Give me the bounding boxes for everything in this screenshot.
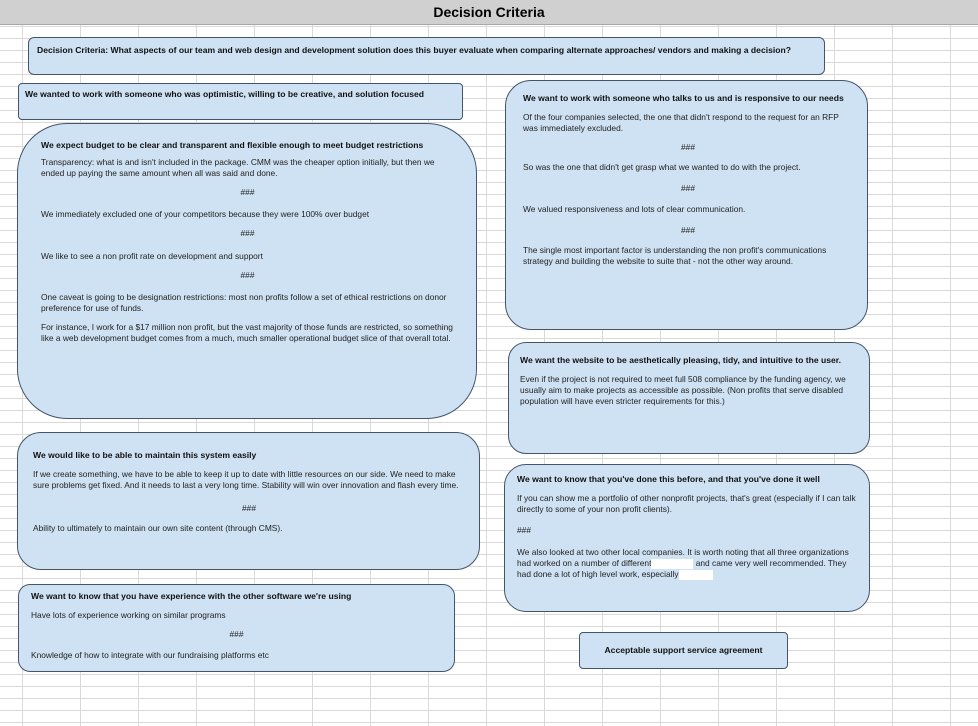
responsive-grasp-text: So was the one that didn't get grasp what we wanted to do with the project. (523, 162, 801, 173)
maintain-cms-text: Ability to ultimately to maintain our own site content (through CMS). (33, 523, 283, 534)
optimistic-box (18, 83, 463, 120)
sheet-title: Decision Criteria (0, 0, 978, 25)
separator: ### (681, 183, 695, 193)
support-text: Acceptable support service agreement (604, 645, 763, 655)
budget-box (17, 123, 477, 419)
responsive-strategy-text: The single most important factor is understanding the non profit's communications strategy and building the website to suite that - not the other way around. (523, 245, 827, 266)
software-box (18, 584, 455, 672)
separator: ### (229, 628, 244, 639)
done-before-portfolio-text: If you can show me a portfolio of other nonprofit projects, that's great (especially if I can talk directly to some of your non profit clients). (517, 493, 856, 514)
separator: ### (681, 224, 695, 235)
budget-caveat-text: One caveat is going to be designation restrictions: most non profits follow a set of ethical restrictions on donor preference for use of funds. (41, 292, 447, 313)
intro-text: Decision Criteria: What aspects of our team and web design and development solution does this buyer evaluate when comparing alternate approaches/ vendors and making a decision? (37, 45, 792, 55)
responsive-communication-text: We valued responsiveness and lots of clear communication. (523, 203, 746, 214)
budget-excluded-text: We immediately excluded one of your competitors because they were 100% over budget (41, 209, 370, 220)
redaction-mask (651, 559, 693, 569)
separator: ### (240, 269, 255, 280)
done-before-local-text-a: We also looked at two other local companies. It is worth noting that all three organizations had worked on a number of different (517, 547, 849, 568)
responsive-heading: We want to work with someone who talks to us and is responsive to our needs (523, 93, 844, 103)
optimistic-text: We wanted to work with someone who was optimistic, willing to be creative, and solution focused (25, 89, 425, 99)
responsive-box (505, 80, 868, 330)
maintain-box (17, 432, 480, 570)
maintain-heading: We would like to be able to maintain this system easily (33, 450, 257, 460)
software-experience-text: Have lots of experience working on similar programs (31, 610, 226, 620)
maintain-update-text: If we create something, we have to be able to keep it up to date with little resources on our side. We need to make sure problems get fixed. And it needs to last a very long time. Stability will win over innovation and flash every time. (33, 469, 459, 490)
separator: ### (517, 524, 531, 535)
done-before-heading: We want to know that you've done this before, and that you've done it well (517, 474, 820, 484)
redaction-mask (679, 570, 713, 580)
done-before-local-text-b: and came very well recommended. They had done a lot of high level work, especially (517, 558, 847, 579)
intro-box (28, 37, 825, 75)
responsive-rfp-text: Of the four companies selected, the one that didn't respond to the request for an RFP was immediately excluded. (523, 112, 839, 133)
software-heading: We want to know that you have experience with the other software we're using (31, 591, 352, 601)
aesthetic-accessibility-text: Even if the project is not required to meet full 508 compliance by the funding agency, we usually aim to make projects as accessible as possible. (Non profits that serve disabled population will have even stricter requirements for this.) (520, 374, 846, 406)
separator: ### (681, 141, 695, 152)
budget-example-text: For instance, I work for a $17 million non profit, but the vast majority of those funds are restricted, so something like a web development budget comes from a much, much smaller operational budget slice of that overall total. (41, 321, 453, 343)
done-before-local-text (517, 547, 857, 579)
software-integrate-text: Knowledge of how to integrate with our fundraising platforms etc (31, 649, 269, 660)
budget-heading: We expect budget to be clear and transparent and flexible enough to meet budget restrictions (41, 140, 424, 150)
budget-nonprofit-rate-text: We like to see a non profit rate on development and support (41, 250, 263, 261)
done-before-box (504, 464, 870, 612)
separator: ### (240, 186, 255, 197)
budget-transparency-text: Transparency: what is and isn't included in the package. CMM was the cheaper option initially, but then we ended up paying the same amount when all was said and done. (41, 157, 435, 178)
aesthetic-box (508, 342, 870, 454)
separator: ### (242, 502, 256, 513)
support-box (579, 632, 788, 669)
aesthetic-heading: We want the website to be aesthetically pleasing, tidy, and intuitive to the user. (520, 355, 842, 365)
separator: ### (240, 228, 255, 238)
